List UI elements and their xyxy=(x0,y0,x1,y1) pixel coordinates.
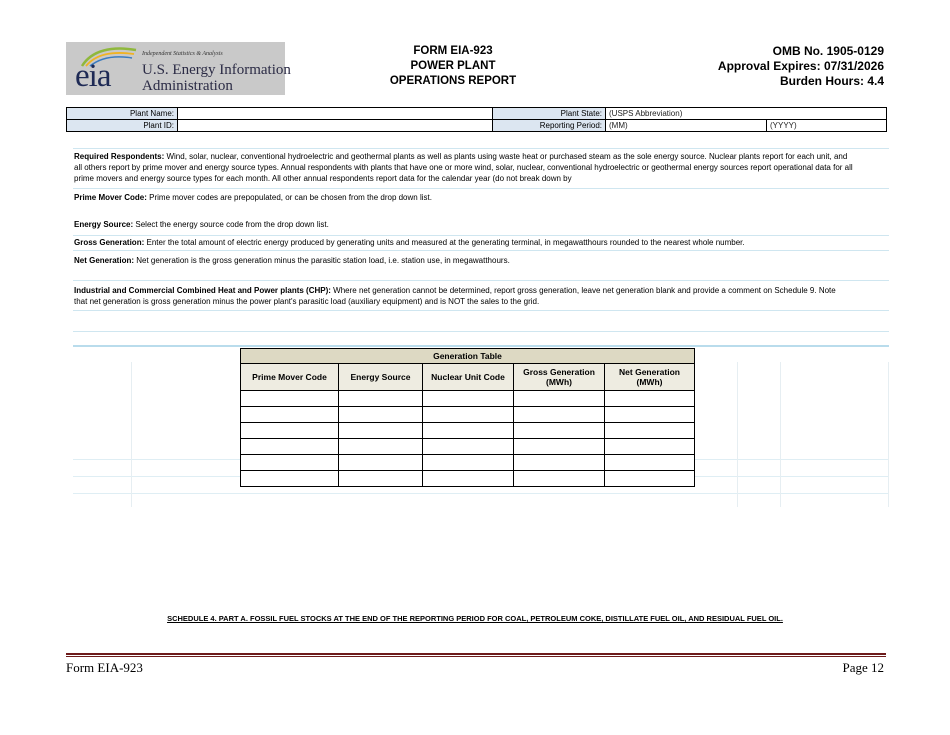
plant-info-table xyxy=(66,107,887,132)
table-row xyxy=(241,423,695,439)
grid-rule xyxy=(73,148,889,149)
plant-state-label: Plant State: xyxy=(493,108,606,120)
instr-prime-mover-text: Prime mover codes are prepopulated, or can be chosen from the drop down list. xyxy=(149,193,432,202)
table-row xyxy=(241,391,695,407)
instr-energy-source-text: Select the energy source code from the drop down list. xyxy=(135,220,329,229)
form-title xyxy=(360,44,546,89)
nuclear-unit-code-cell[interactable] xyxy=(423,407,514,423)
gross-generation-cell[interactable] xyxy=(514,439,605,455)
instr-required-title: Required Respondents: xyxy=(74,152,165,161)
grid-rule xyxy=(73,331,889,332)
footer-form-name: Form EIA-923 xyxy=(66,660,143,675)
instr-chp-title: Industrial and Commercial Combined Heat and Power plants (CHP): xyxy=(74,286,331,295)
plant-info-row-1 xyxy=(67,108,887,120)
gross-generation-cell[interactable] xyxy=(514,407,605,423)
grid-rule xyxy=(73,493,889,494)
grid-rule xyxy=(73,280,889,281)
instr-gross-text: Enter the total amount of electric energy produced by generating units and measured at the generating terminal, in megawatthours rounded to the nearest whole number. xyxy=(146,238,745,247)
nuclear-unit-code-cell[interactable] xyxy=(423,471,514,487)
footer-rule xyxy=(66,656,886,657)
instr-chp-text: Where net generation cannot be determined, report gross generation, leave net generation blank and provide a comment on Schedule 9. Note that net generation is gross generation minus the power plant's parasitic load (auxiliary equipment) and is NOT the sales to the grid. xyxy=(74,286,836,306)
gross-generation-cell[interactable] xyxy=(514,391,605,407)
plant-info-row-2 xyxy=(67,120,887,132)
instr-gross xyxy=(74,237,874,248)
plant-state-field[interactable]: (USPS Abbreviation) xyxy=(606,108,887,120)
grid-rule xyxy=(888,362,889,507)
instr-net-title: Net Generation: xyxy=(74,256,135,265)
gross-generation-cell[interactable] xyxy=(514,455,605,471)
nuclear-unit-code-cell[interactable] xyxy=(423,455,514,471)
net-generation-cell[interactable] xyxy=(605,423,695,439)
plant-name-label: Plant Name: xyxy=(67,108,178,120)
instr-required-text: Wind, solar, nuclear, conventional hydroelectric and geothermal plants as well as plants using waste heat or purchased steam as the sole energy source. Nuclear plants report for each unit, and all others report by prime mover and energy source types. Annual respondents with plants that have one or more wind, solar, nuclear, conventional hydroelectric or geothermal energy sources report operational data for all prime movers and energy source types for each month. All other annual respondents report data for the calendar year (do not break down by xyxy=(74,152,853,183)
reporting-year-field[interactable]: (YYYY) xyxy=(767,120,887,132)
energy-source-cell[interactable] xyxy=(339,455,423,471)
energy-source-cell[interactable] xyxy=(339,407,423,423)
instr-net-text: Net generation is the gross generation minus the parasitic station load, i.e. station use, in megawatthours. xyxy=(136,256,510,265)
instr-energy-source xyxy=(74,219,854,230)
plant-name-field[interactable] xyxy=(178,108,493,120)
plant-id-label: Plant ID: xyxy=(67,120,178,132)
generation-column-header: Prime Mover Code xyxy=(241,364,339,391)
prime-mover-code-cell[interactable] xyxy=(241,439,339,455)
burden-hours: Burden Hours: 4.4 xyxy=(779,74,884,88)
instr-prime-mover xyxy=(74,192,854,203)
omb-number: OMB No. 1905-0129 xyxy=(772,44,884,58)
logo-tagline: Independent Statistics & Analysis xyxy=(142,51,223,57)
form-title-line1: FORM EIA-923 xyxy=(413,45,493,57)
table-row xyxy=(241,407,695,423)
plant-id-field[interactable] xyxy=(178,120,493,132)
generation-column-header: Gross Generation (MWh) xyxy=(514,364,605,391)
instr-net xyxy=(74,255,854,266)
prime-mover-code-cell[interactable] xyxy=(241,391,339,407)
instr-prime-mover-title: Prime Mover Code: xyxy=(74,193,147,202)
grid-rule xyxy=(73,188,889,189)
net-generation-cell[interactable] xyxy=(605,391,695,407)
gross-generation-cell[interactable] xyxy=(514,471,605,487)
eia-mark: eia xyxy=(75,58,111,94)
generation-table-caption: Generation Table xyxy=(241,349,695,364)
prime-mover-code-cell[interactable] xyxy=(241,423,339,439)
schedule-4-part-a-title: SCHEDULE 4. PART A. FOSSIL FUEL STOCKS AT THE END OF THE REPORTING PERIOD FOR COAL, PETROLEUM COKE, DISTILLATE FUEL OIL, AND RESIDUAL FUEL OIL. xyxy=(167,614,783,623)
prime-mover-code-cell[interactable] xyxy=(241,407,339,423)
net-generation-cell[interactable] xyxy=(605,439,695,455)
grid-rule xyxy=(737,362,738,507)
net-generation-cell[interactable] xyxy=(605,471,695,487)
grid-rule xyxy=(73,310,889,311)
net-generation-cell[interactable] xyxy=(605,407,695,423)
instr-energy-source-title: Energy Source: xyxy=(74,220,134,229)
grid-rule xyxy=(73,250,889,251)
grid-rule xyxy=(131,362,132,507)
nuclear-unit-code-cell[interactable] xyxy=(423,423,514,439)
nuclear-unit-code-cell[interactable] xyxy=(423,439,514,455)
omb-info xyxy=(718,44,884,89)
logo-name-line1: U.S. Energy Information xyxy=(142,62,291,78)
logo-name-line2: Administration xyxy=(142,78,233,94)
instr-gross-title: Gross Generation: xyxy=(74,238,145,247)
net-generation-cell[interactable] xyxy=(605,455,695,471)
gross-generation-cell[interactable] xyxy=(514,423,605,439)
grid-rule xyxy=(73,235,889,236)
prime-mover-code-cell[interactable] xyxy=(241,455,339,471)
form-title-line3: OPERATIONS REPORT xyxy=(389,75,517,87)
generation-table-body xyxy=(241,391,695,487)
table-row xyxy=(241,455,695,471)
grid-rule xyxy=(73,345,889,347)
table-row xyxy=(241,439,695,455)
energy-source-cell[interactable] xyxy=(339,391,423,407)
generation-column-header: Net Generation (MWh) xyxy=(605,364,695,391)
instr-required xyxy=(74,151,854,184)
footer-page-number: Page 12 xyxy=(842,660,884,675)
reporting-period-label: Reporting Period: xyxy=(493,120,606,132)
energy-source-cell[interactable] xyxy=(339,423,423,439)
energy-source-cell[interactable] xyxy=(339,471,423,487)
reporting-month-field[interactable]: (MM) xyxy=(606,120,767,132)
form-title-line2: POWER PLANT xyxy=(410,60,496,72)
generation-column-header: Nuclear Unit Code xyxy=(423,364,514,391)
generation-table xyxy=(240,348,695,487)
generation-column-header: Energy Source xyxy=(339,364,423,391)
approval-expires: Approval Expires: 07/31/2026 xyxy=(717,59,884,73)
nuclear-unit-code-cell[interactable] xyxy=(423,391,514,407)
instr-chp xyxy=(74,285,849,307)
table-row xyxy=(241,471,695,487)
grid-rule xyxy=(780,362,781,507)
generation-table-header-row xyxy=(241,364,695,391)
eia-logo xyxy=(66,42,291,95)
prime-mover-code-cell[interactable] xyxy=(241,471,339,487)
footer-rule xyxy=(66,653,886,655)
energy-source-cell[interactable] xyxy=(339,439,423,455)
